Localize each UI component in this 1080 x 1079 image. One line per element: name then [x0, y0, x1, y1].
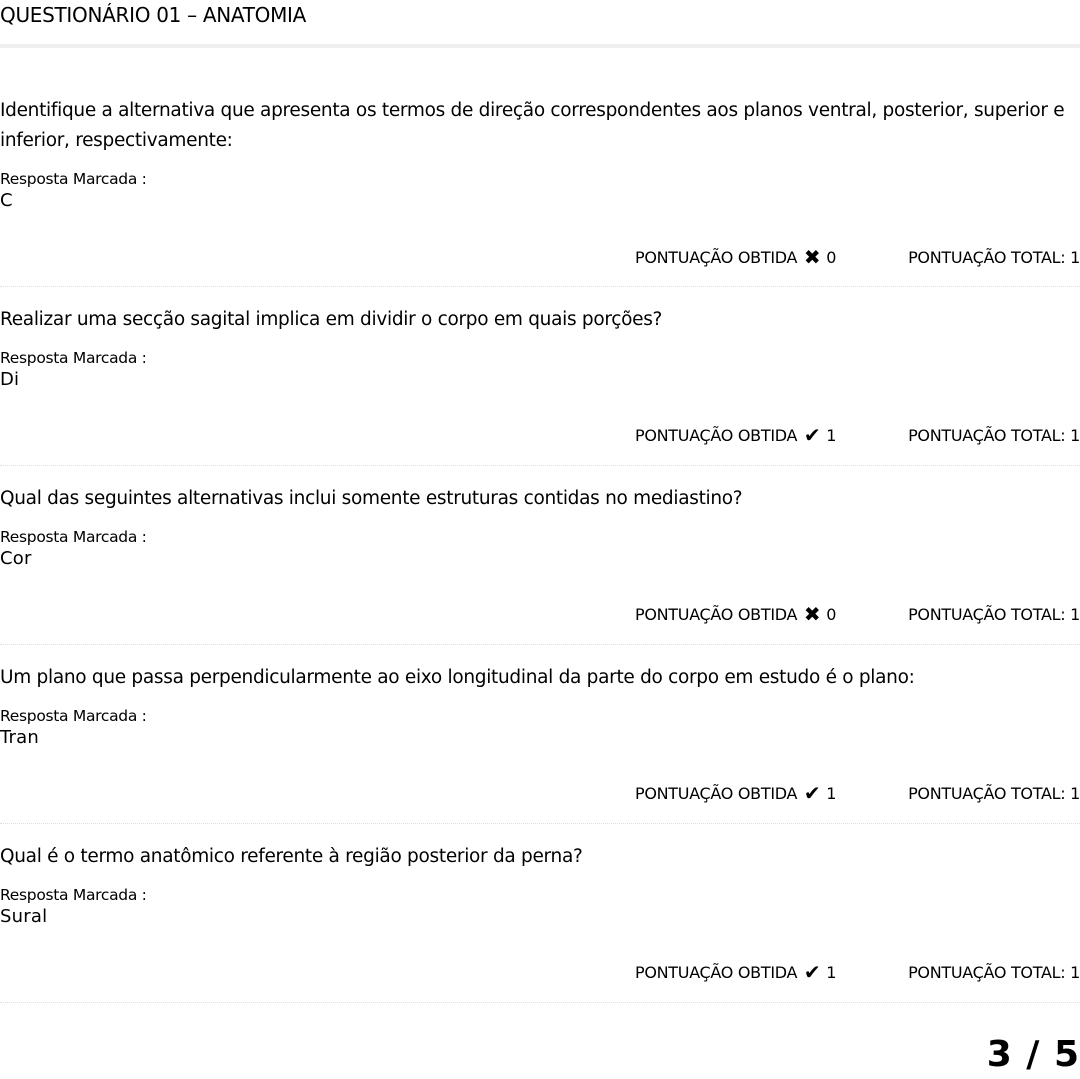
- marked-answer: Cor: [0, 548, 32, 569]
- question-item: [0, 305, 1080, 392]
- score-obtained-value: 1: [826, 426, 837, 445]
- page-header: [0, 0, 1080, 48]
- score-total: [908, 247, 1080, 269]
- score-total-value: 1: [1070, 426, 1080, 445]
- score-obtained-value: 1: [826, 963, 837, 982]
- score-obtained-value: 0: [826, 605, 837, 624]
- page-title: QUESTIONÁRIO 01 – ANATOMIA: [0, 3, 307, 27]
- answer-label: Resposta Marcada :: [0, 528, 147, 546]
- check-icon: ✔: [803, 960, 821, 984]
- score-obtained: [635, 783, 836, 805]
- question-text: Qual é o termo anatômico referente à região posterior da perna?: [0, 846, 583, 867]
- score-obtained-label: PONTUAÇÃO OBTIDA: [635, 248, 798, 267]
- cross-icon: ✖: [803, 602, 821, 626]
- check-icon: ✔: [803, 781, 821, 805]
- marked-answer: Sural: [0, 906, 48, 927]
- score-total-value: 1: [1070, 784, 1080, 803]
- cross-icon: ✖: [803, 245, 821, 269]
- score-total-label: PONTUAÇÃO TOTAL:: [908, 963, 1066, 982]
- score-obtained: [635, 247, 836, 269]
- question-item: [0, 663, 1080, 750]
- score-total-value: 1: [1070, 963, 1080, 982]
- question-item: [0, 484, 1080, 571]
- score-total-value: 1: [1070, 605, 1080, 624]
- score-obtained-label: PONTUAÇÃO OBTIDA: [635, 605, 798, 624]
- score-total-value: 1: [1070, 248, 1080, 267]
- score-total-label: PONTUAÇÃO TOTAL:: [908, 426, 1066, 445]
- question-text: Realizar uma secção sagital implica em dividir o corpo em quais porções?: [0, 309, 663, 330]
- question-item: [0, 96, 1080, 213]
- marked-answer: Di: [0, 369, 20, 390]
- score-total-label: PONTUAÇÃO TOTAL:: [908, 784, 1066, 803]
- question-separator: [0, 823, 1080, 824]
- question-separator: [0, 1002, 1080, 1003]
- score-obtained-value: 0: [826, 248, 837, 267]
- marked-answer: Tran: [0, 727, 39, 748]
- score-total-label: PONTUAÇÃO TOTAL:: [908, 605, 1066, 624]
- score-obtained: [635, 962, 836, 984]
- question-separator: [0, 286, 1080, 287]
- score-total: [908, 604, 1080, 626]
- score-total-label: PONTUAÇÃO TOTAL:: [908, 248, 1066, 267]
- question-text: Qual das seguintes alternativas inclui somente estruturas contidas no mediastino?: [0, 488, 743, 509]
- question-item: [0, 842, 1080, 929]
- question-text: Um plano que passa perpendicularmente ao eixo longitudinal da parte do corpo em estudo é o plano:: [0, 667, 915, 688]
- answer-label: Resposta Marcada :: [0, 349, 147, 367]
- final-score: 3 / 5: [986, 1034, 1080, 1075]
- answer-label: Resposta Marcada :: [0, 886, 147, 904]
- answer-label: Resposta Marcada :: [0, 707, 147, 725]
- question-separator: [0, 465, 1080, 466]
- score-obtained-label: PONTUAÇÃO OBTIDA: [635, 426, 798, 445]
- answer-label: Resposta Marcada :: [0, 170, 147, 188]
- score-obtained-value: 1: [826, 784, 837, 803]
- question-separator: [0, 644, 1080, 645]
- score-obtained-label: PONTUAÇÃO OBTIDA: [635, 963, 798, 982]
- score-total: [908, 425, 1080, 447]
- score-obtained: [635, 425, 836, 447]
- check-icon: ✔: [803, 423, 821, 447]
- marked-answer: C: [0, 190, 13, 211]
- score-obtained-label: PONTUAÇÃO OBTIDA: [635, 784, 798, 803]
- score-total: [908, 783, 1080, 805]
- score-total: [908, 962, 1080, 984]
- question-text: Identifique a alternativa que apresenta os termos de direção correspondentes aos planos ventral, posterior, superior e inferior, respectivamente:: [0, 100, 1065, 151]
- score-obtained: [635, 604, 836, 626]
